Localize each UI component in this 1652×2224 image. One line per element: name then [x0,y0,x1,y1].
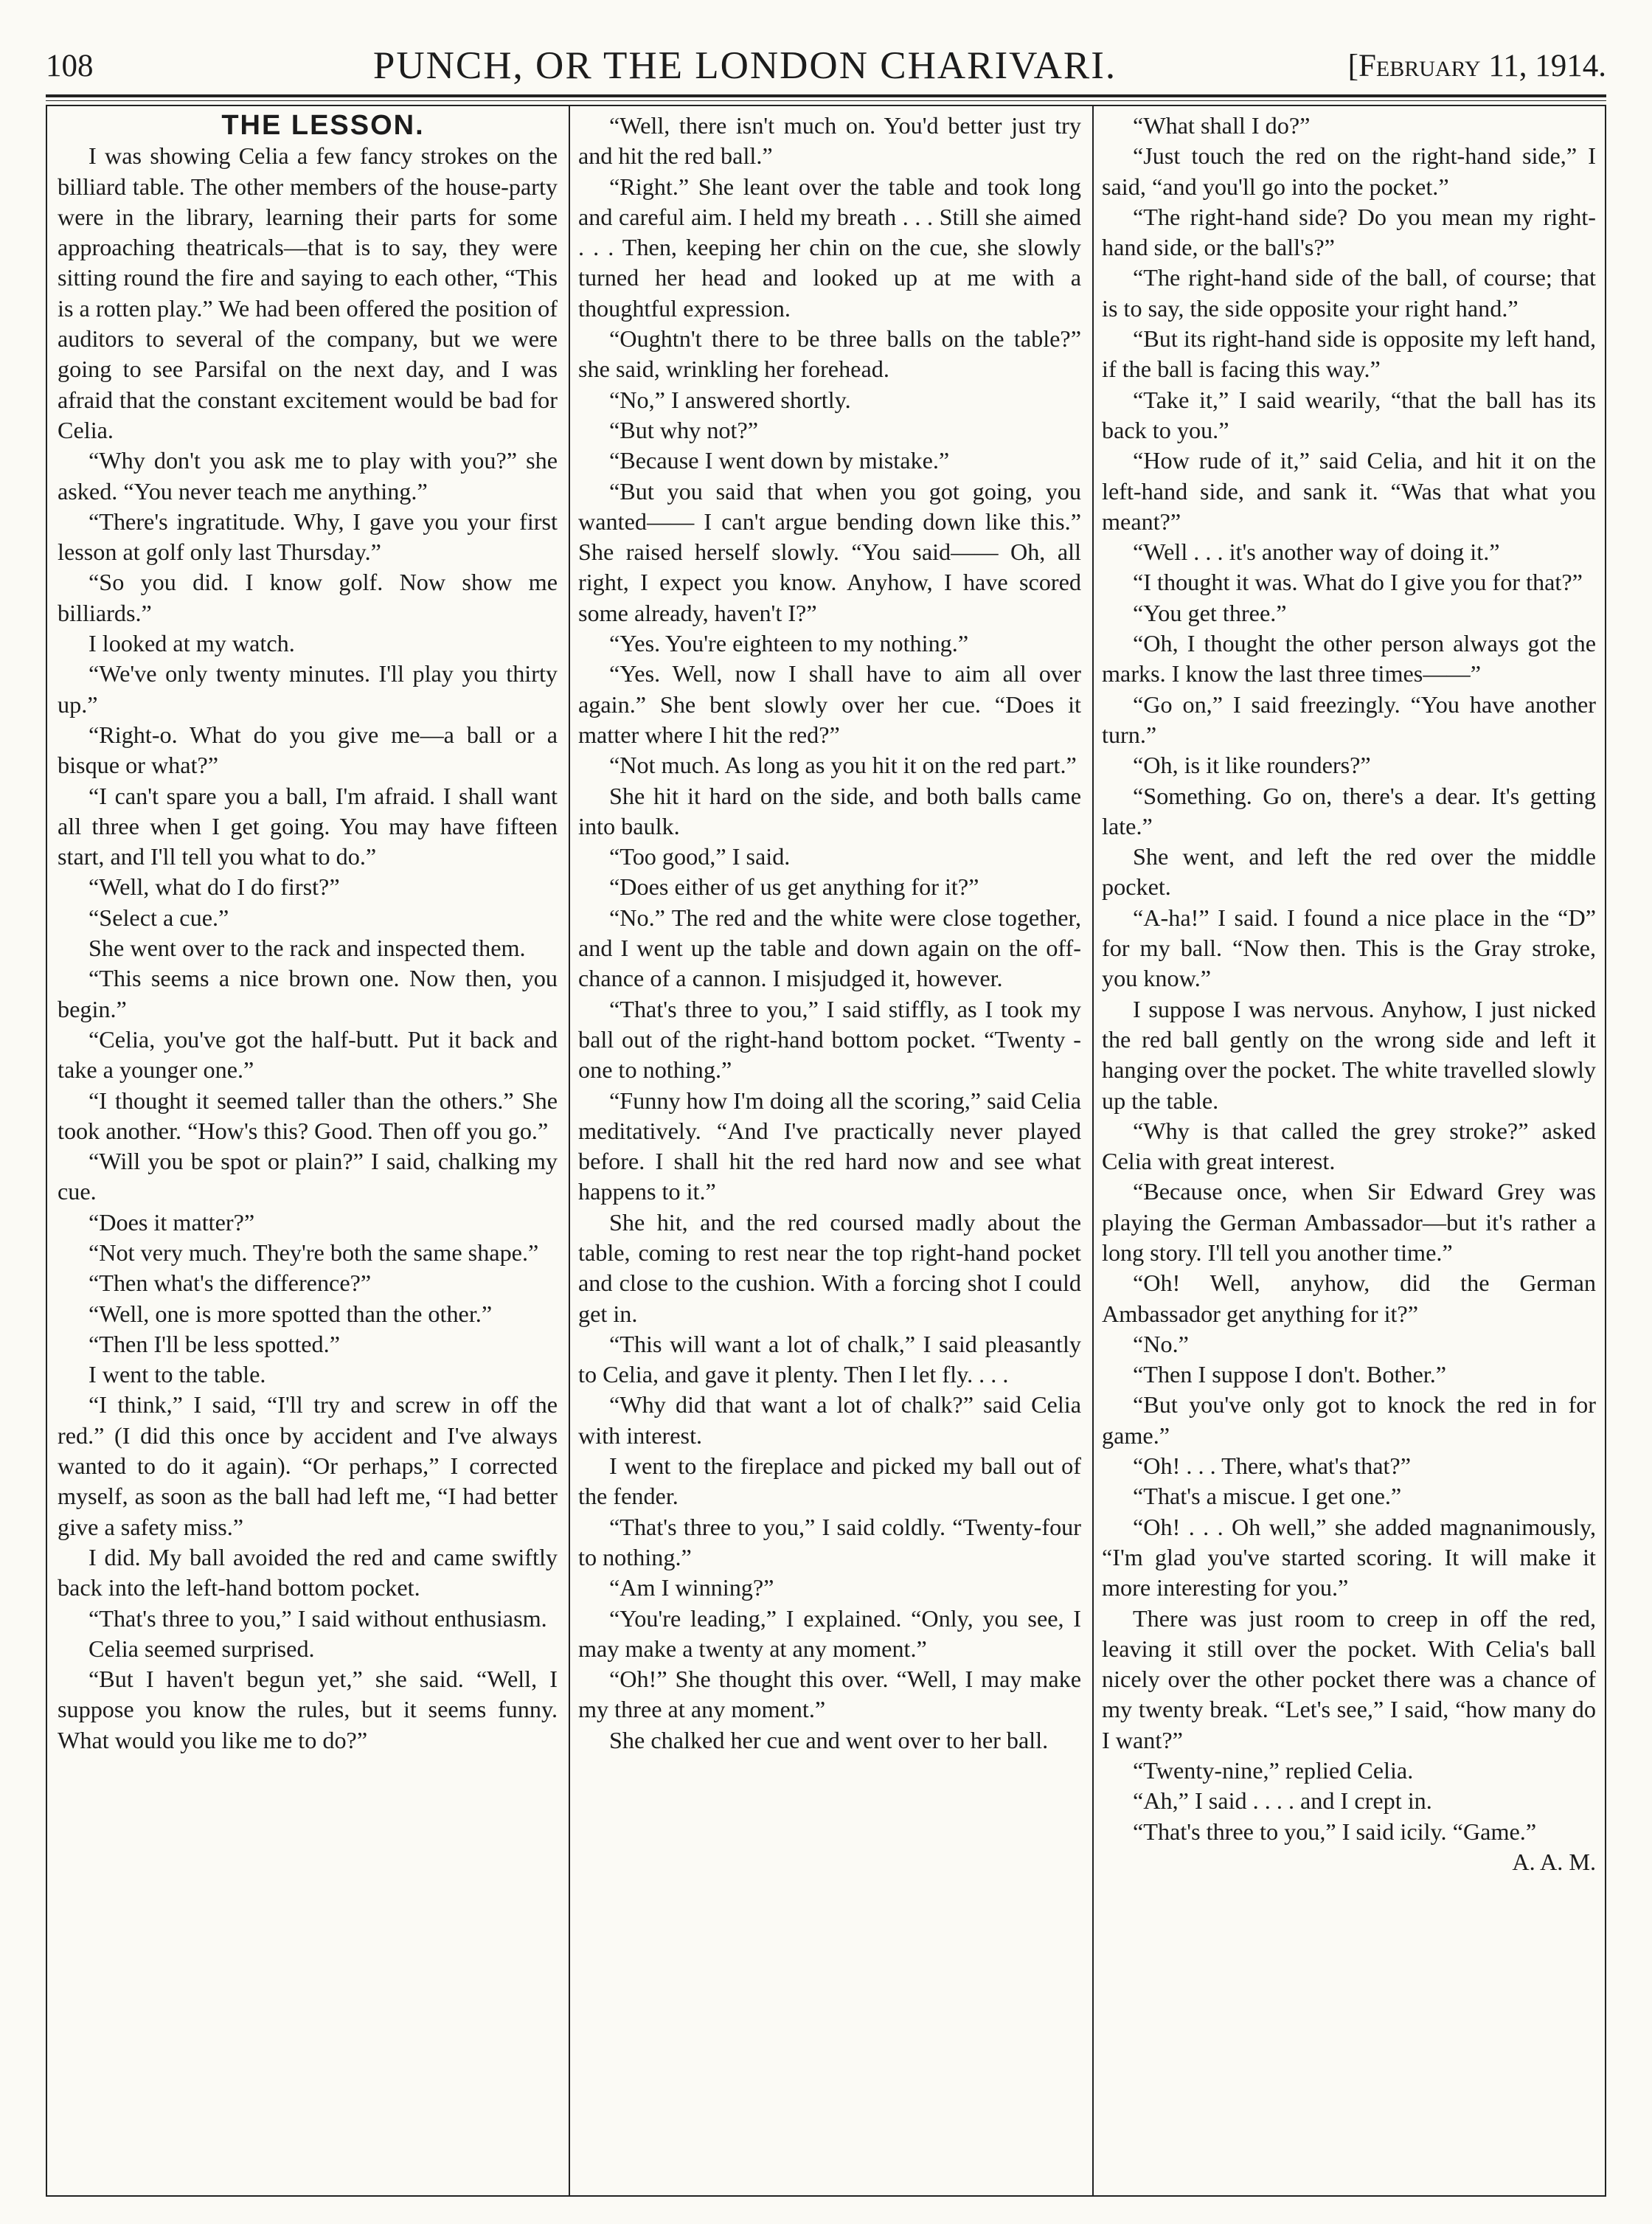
header-rule [46,94,1606,97]
paragraph: “That's three to you,” I said stiffly, as I took my ball out of the right-hand bottom pocket. “Twenty - one to nothing.” [578,995,1081,1084]
paragraph: “Then I'll be less spotted.” [88,1330,340,1357]
paragraph: I did. My ball avoided the red and came swiftly back into the left-hand bottom pocket. [58,1543,558,1601]
paragraph: “Well, one is more spotted than the other.” [88,1300,493,1327]
paragraph: “But I haven't begun yet,” she said. “Well, I suppose you know the rules, but it seems funny. What would you like me to do?” [58,1666,558,1753]
paragraph: “Ah,” I said . . . . and I crept in. [1133,1787,1432,1815]
page-number: 108 [46,48,94,83]
paragraph: “Does either of us get anything for it?” [609,873,979,901]
column-divider [1092,105,1094,2197]
paragraph: “This will want a lot of chalk,” I said pleasantly to Celia, and gave it plenty. Then I let fly. . . . [578,1330,1081,1388]
paragraph: She hit it hard on the side, and both balls came into baulk. [578,782,1081,839]
paragraph: “Go on,” I said freezingly. “You have another turn.” [1102,690,1596,748]
paragraph: “There's ingratitude. Why, I gave you your first lesson at golf only last Thursday.” [58,507,558,566]
paragraph: “That's a miscue. I get one.” [1133,1483,1402,1510]
paragraph: “Well . . . it's another way of doing it.” [1133,538,1500,566]
paragraph: “A-ha!” I said. I found a nice place in the “D” for my ball. “Now then. This is the Gray stroke, you know.” [1102,904,1596,992]
paragraph: “How rude of it,” said Celia, and hit it on the left-hand side, and sank it. “Was that what you meant?” [1102,447,1596,535]
column-divider [569,105,570,2197]
paragraph: “But why not?” [609,416,759,443]
paragraph: “We've only twenty minutes. I'll play you thirty up.” [58,660,558,718]
paragraph: “Right.” She leant over the table and took long and careful aim. I held my breath . . . Still she aimed . . . Then, keeping her chin on the cue, she slowly turned her head and looked up at me with a thoughtful expression. [578,173,1081,322]
paragraph: “Does it matter?” [88,1208,255,1236]
paragraph: “So you did. I know golf. Now show me billiards.” [58,569,558,626]
paragraph: “Why is that called the grey stroke?” asked Celia with great interest. [1102,1117,1596,1175]
article-title: THE LESSON. [221,111,425,141]
paragraph: “Oh! . . . Oh well,” she added magnanimously, “I'm glad you've started scoring. It will make it more interesting for you.” [1102,1513,1596,1601]
page-header [46,34,1606,97]
paragraph: “I think,” I said, “I'll try and screw in off the red.” (I did this once by accident and I've always wanted to do it again). “Or perhaps,” I corrected myself, as soon as the ball had left me, “I had better give a safety miss.” [58,1391,558,1540]
paragraph: “But you said that when you got going, you wanted—— I can't argue bending down like this.” She raised herself slowly. “You said—— Oh, all right, I expect you know. Anyhow, I have scored some already, haven't I?” [578,477,1081,626]
paragraph: “Celia, you've got the half-butt. Put it back and take a younger one.” [58,1025,558,1084]
paragraph: “Because once, when Sir Edward Grey was playing the German Ambassador—but it's rather a long story. I'll tell you another time.” [1102,1178,1596,1266]
paragraph: “I thought it seemed taller than the others.” She took another. “How's this? Good. Then off you go.” [58,1087,558,1144]
header-rule-thin [46,100,1606,101]
paragraph: “Not much. As long as you hit it on the red part.” [609,752,1077,779]
paragraph: “I thought it was. What do I give you for that?” [1133,569,1583,596]
paragraph: Celia seemed surprised. [88,1635,315,1662]
paragraph: “Oughtn't there to be three balls on the table?” she said, wrinkling her forehead. [578,325,1081,383]
paragraph: She went, and left the red over the middle pocket. [1102,843,1596,901]
paragraph: “Oh! Well, anyhow, did the German Ambassador get anything for it?” [1102,1269,1596,1327]
paragraph: “Then I suppose I don't. Bother.” [1133,1361,1447,1388]
author-signature: A. A. M. [1512,1848,1596,1875]
paragraph: “Twenty-nine,” replied Celia. [1133,1757,1414,1784]
paragraph: “Select a cue.” [88,904,229,931]
column-3 [1102,111,1596,2191]
paragraph: “No.” The red and the white were close together, and I went up the table and down again on the off-chance of a cannon. I misjudged it, however. [578,904,1081,992]
paragraph: “Am I winning?” [609,1574,774,1601]
paragraph: “Take it,” I said wearily, “that the ball has its back to you.” [1102,386,1596,443]
paragraph: “Oh!” She thought this over. “Well, I may make my three at any moment.” [578,1666,1081,1723]
paragraph: “That's three to you,” I said coldly. “Twenty-four to nothing.” [578,1513,1081,1570]
paragraph: “No.” [1133,1330,1189,1357]
paragraph: “Oh, is it like rounders?” [1133,752,1371,779]
paragraph: “Funny how I'm doing all the scoring,” said Celia meditatively. “And I've practically never played before. I shall hit the red hard now and see what happens to it.” [578,1087,1081,1205]
paragraph: “Well, what do I do first?” [88,873,340,901]
paragraph: “This seems a nice brown one. Now then, you begin.” [58,965,558,1022]
paragraph: She chalked her cue and went over to her ball. [609,1726,1049,1753]
paragraph: “Well, there isn't much on. You'd better just try and hit the red ball.” [578,112,1081,170]
paragraph: “Yes. Well, now I shall have to aim all over again.” She bent slowly over her cue. “Does it matter where I hit the red?” [578,660,1081,748]
paragraph: “That's three to you,” I said icily. “Game.” [1133,1818,1537,1845]
paragraph: I suppose I was nervous. Anyhow, I just nicked the red ball gently on the wrong side and left it hanging over the pocket. The white travelled slowly up the table. [1102,995,1596,1114]
paragraph: “Oh, I thought the other person always got the marks. I know the last three times——” [1102,630,1596,687]
paragraph: “Because I went down by mistake.” [609,447,950,474]
paragraph: “I can't spare you a ball, I'm afraid. I shall want all three when I get going. You may have fifteen start, and I'll tell you what to do.” [58,782,558,870]
paragraph: “Not very much. They're both the same shape.” [88,1239,539,1266]
issue-date: [February 11, 1914. [1347,48,1606,83]
paragraph: “That's three to you,” I said without enthusiasm. [88,1604,547,1632]
paragraph: “What shall I do?” [1133,112,1311,139]
paragraph: “The right-hand side? Do you mean my right-hand side, or the ball's?” [1102,203,1596,261]
column-1 [58,111,558,2191]
column-2 [578,111,1081,2191]
paragraph: I went to the table. [88,1361,266,1388]
paragraph: There was just room to creep in off the red, leaving it still over the pocket. With Celia's ball nicely over the other pocket there was a chance of my twenty break. “Let's see,” I said, “how many do I want?” [1102,1604,1596,1753]
paragraph: “Something. Go on, there's a dear. It's getting late.” [1102,782,1596,839]
paragraph: I was showing Celia a few fancy strokes on the billiard table. The other members of the house-party were in the library, learning their parts for some approaching theatricals—that is to say, they were sitting round the fire and saying to each other, “This is a rotten play.” We had been offered the position of auditors to several of the company, but we were going to see Parsifal on the next day, and I was afraid that the constant excitement would be bad for Celia. [58,142,558,443]
paragraph: “Why did that want a lot of chalk?” said Celia with interest. [578,1391,1081,1449]
paragraph: “You get three.” [1133,599,1287,626]
paragraph: “Then what's the difference?” [88,1269,372,1297]
publication-title: PUNCH, OR THE LONDON CHARIVARI. [372,44,1117,87]
paragraph: “But you've only got to knock the red in for game.” [1102,1391,1596,1449]
paragraph: “Too good,” I said. [609,843,791,870]
paragraph: “Why don't you ask me to play with you?” she asked. “You never teach me anything.” [58,447,558,505]
paragraph: “Just touch the red on the right-hand side,” I said, “and you'll go into the pocket.” [1102,142,1596,200]
paragraph: “No,” I answered shortly. [609,386,851,413]
paragraph: I looked at my watch. [88,630,295,657]
paragraph: “Right-o. What do you give me—a ball or a bisque or what?” [58,721,558,779]
paragraph: She hit, and the red coursed madly about the table, coming to rest near the top right-hand pocket and close to the cushion. With a forcing shot I could get in. [578,1208,1081,1327]
paragraph: “Will you be spot or plain?” I said, chalking my cue. [58,1148,558,1205]
paragraph: I went to the fireplace and picked my ball out of the fender. [578,1452,1081,1510]
paragraph: “Oh! . . . There, what's that?” [1133,1452,1412,1480]
paragraph: “You're leading,” I explained. “Only, you see, I may make a twenty at any moment.” [578,1604,1081,1662]
paragraph: “But its right-hand side is opposite my left hand, if the ball is facing this way.” [1102,325,1596,383]
paragraph: “The right-hand side of the ball, of course; that is to say, the side opposite your right hand.” [1102,264,1596,322]
paragraph: “Yes. You're eighteen to my nothing.” [609,630,969,657]
paragraph: She went over to the rack and inspected them. [88,935,526,962]
